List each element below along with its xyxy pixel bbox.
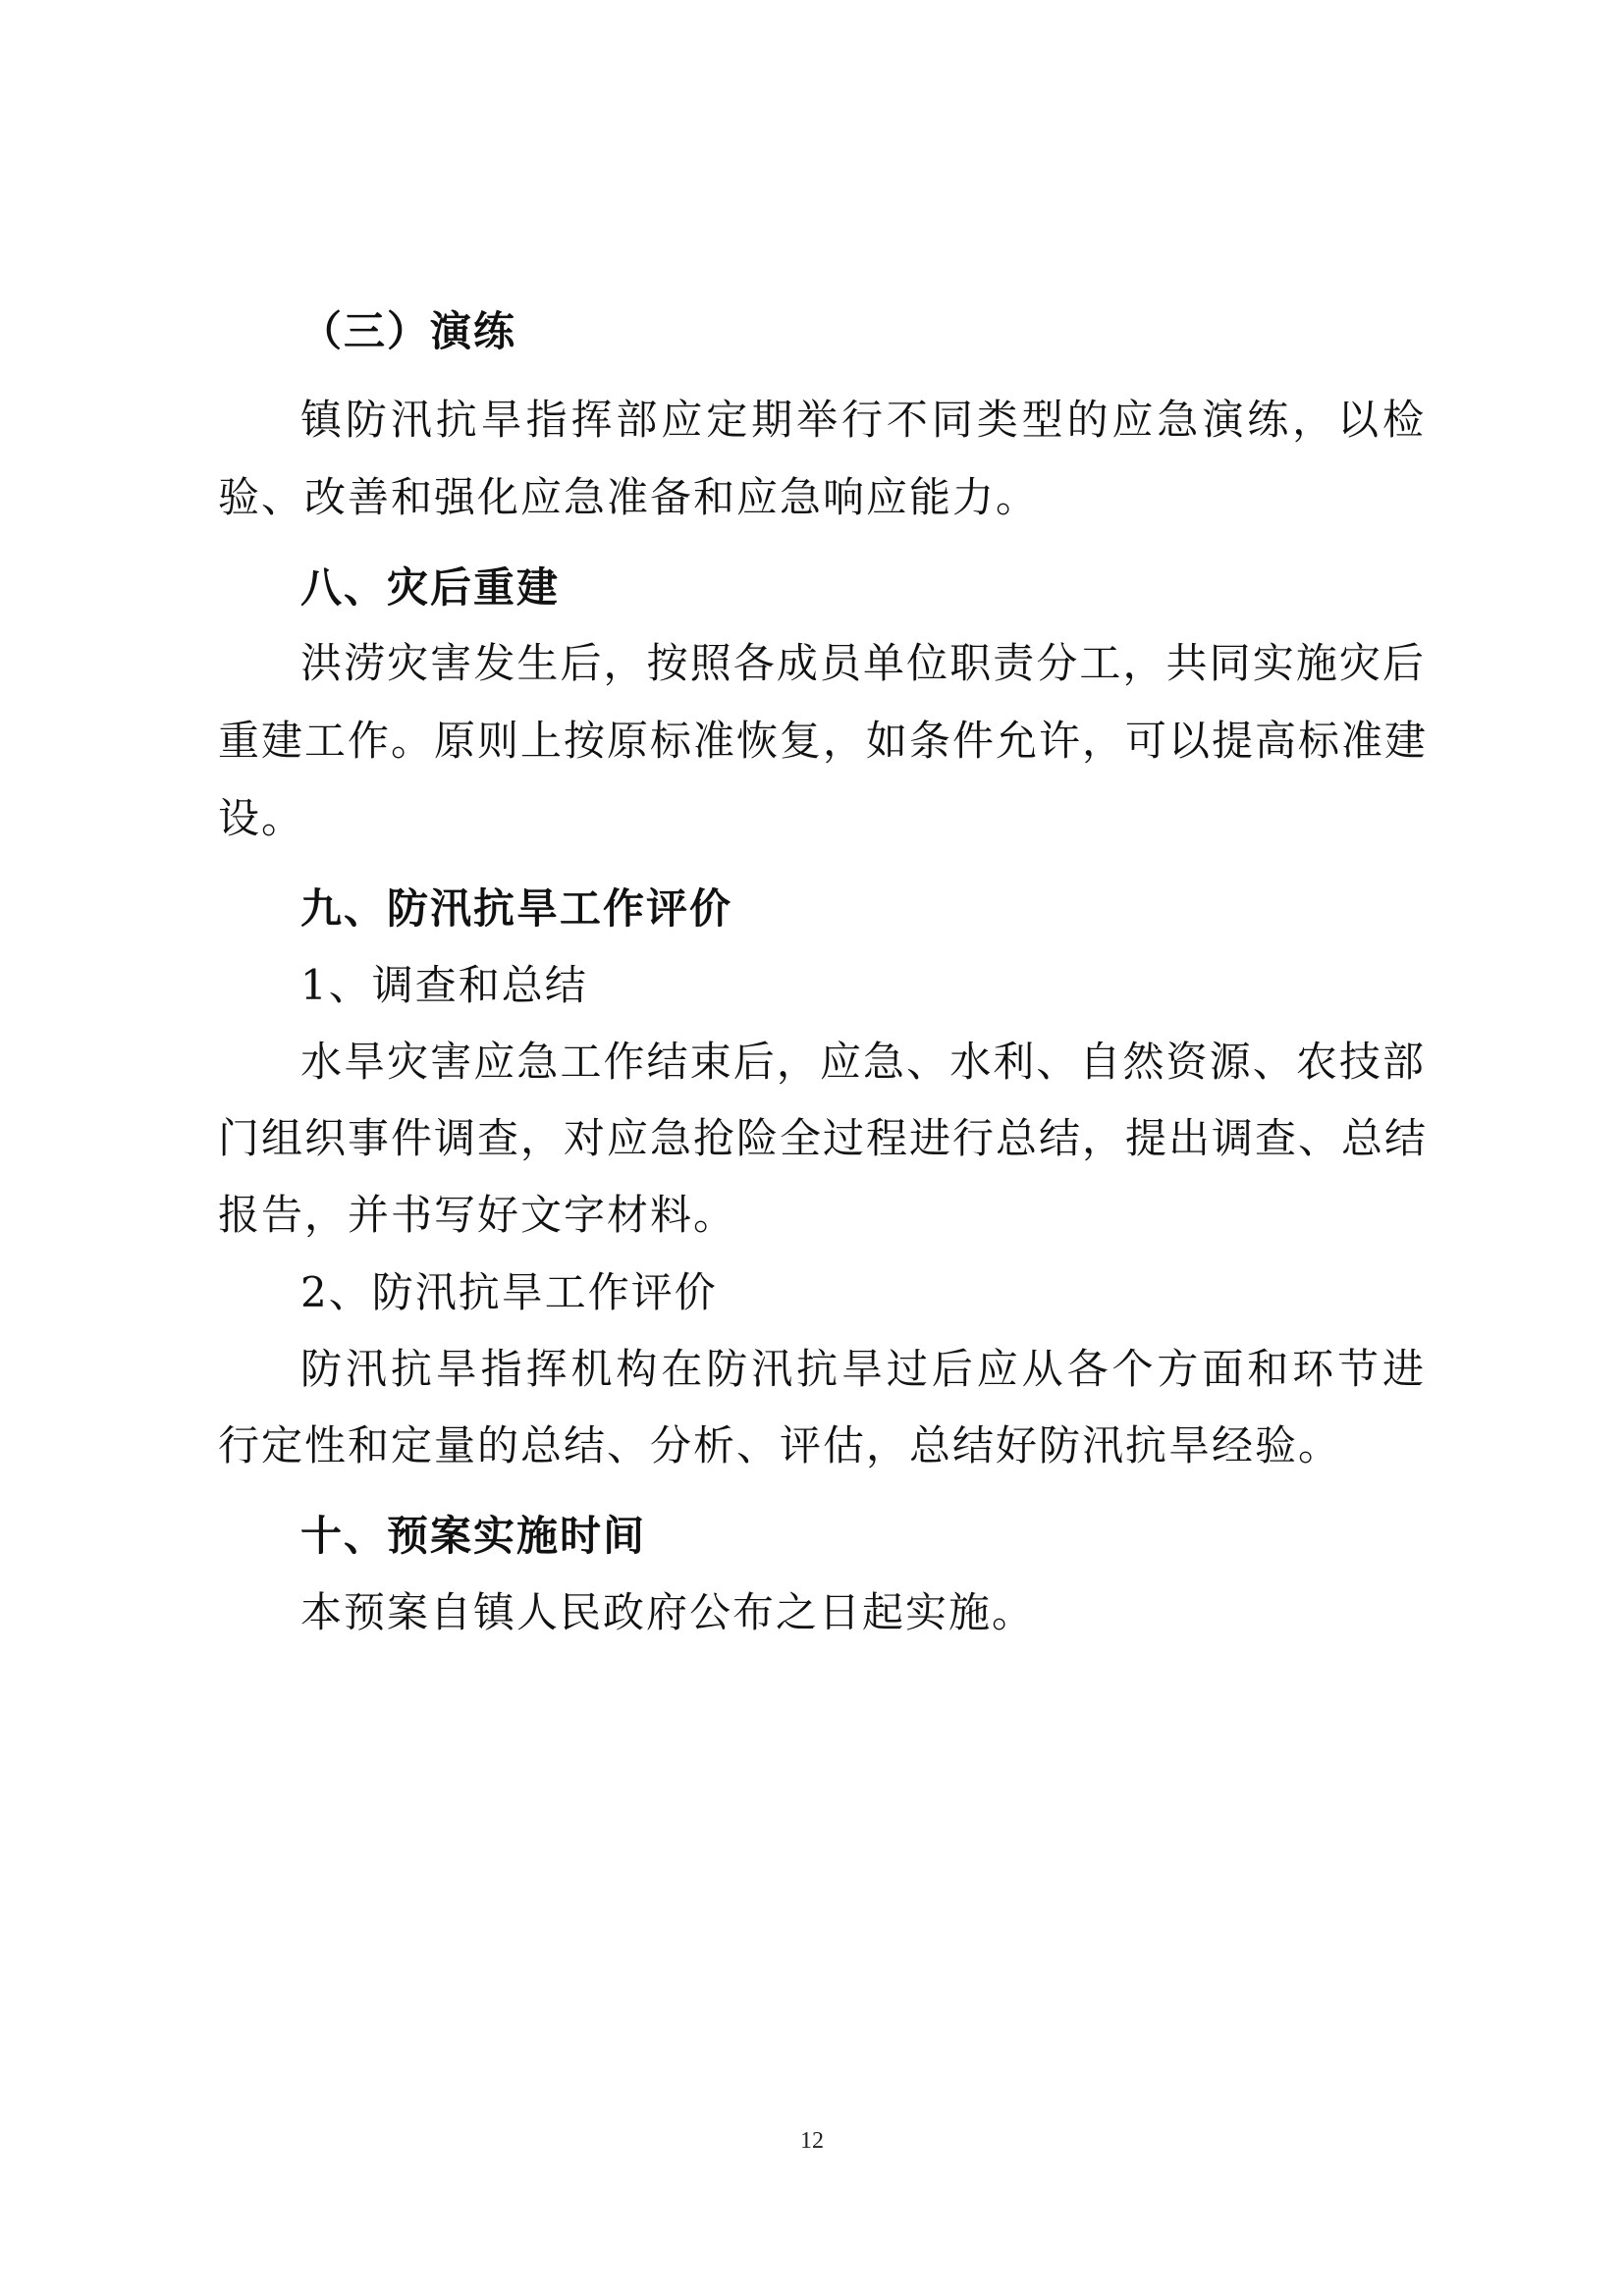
paragraph-line: 行定性和定量的总结、分析、评估，总结好防汛抗旱经验。 [218, 1421, 1342, 1469]
section-heading-evaluation: 九、防汛抗旱工作评价 [300, 884, 733, 933]
paragraph-line: 镇防汛抗旱指挥部应定期举行不同类型的应急演练，以检 [300, 396, 1426, 444]
subheading-evaluation: 2、防汛抗旱工作评价 [300, 1268, 718, 1316]
paragraph-line: 报告，并书写好文字材料。 [218, 1191, 737, 1239]
section-heading-drill: （三）演练 [300, 307, 517, 355]
page-number: 12 [800, 2128, 824, 2154]
paragraph-line: 门组织事件调查，对应急抢险全过程进行总结，提出调查、总结 [218, 1114, 1429, 1162]
subheading-survey: 1、调查和总结 [300, 961, 588, 1009]
section-heading-rebuild: 八、灾后重建 [300, 563, 561, 612]
section-heading-implementation: 十、预案实施时间 [300, 1512, 647, 1560]
paragraph-line: 设。 [218, 794, 305, 842]
paragraph-line: 验、改善和强化应急准备和应急响应能力。 [218, 473, 1040, 521]
paragraph-line: 洪涝灾害发生后，按照各成员单位职责分工，共同实施灾后 [300, 639, 1426, 687]
paragraph-line: 水旱灾害应急工作结束后，应急、水利、自然资源、农技部 [300, 1038, 1426, 1086]
paragraph-line: 防汛抗旱指挥机构在防汛抗旱过后应从各个方面和环节进 [300, 1345, 1426, 1393]
paragraph-line: 本预案自镇人民政府公布之日起实施。 [300, 1588, 1036, 1636]
paragraph-line: 重建工作。原则上按原标准恢复，如条件允许，可以提高标准建 [218, 717, 1429, 765]
